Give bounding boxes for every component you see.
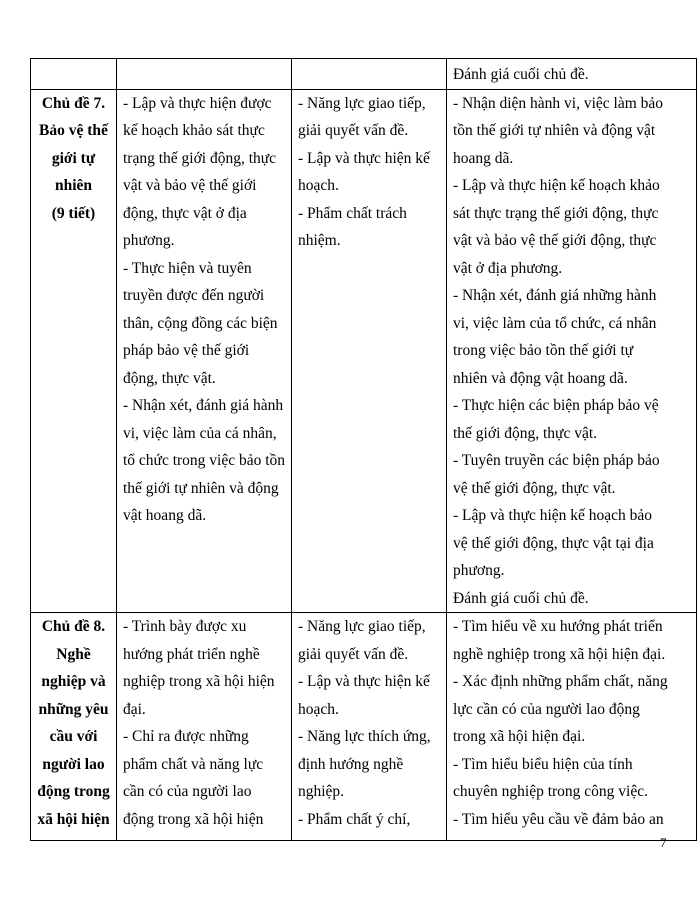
table-row-topic-8 bbox=[31, 613, 697, 841]
text-line: truyền được đến người bbox=[123, 287, 265, 304]
text-line: giới tự bbox=[51, 149, 96, 167]
text-line: trạng thế giới động, thực bbox=[123, 149, 277, 167]
cell-topic-empty bbox=[31, 59, 117, 90]
text-line: thế giới động, thực vật. bbox=[453, 424, 598, 442]
cell-topic-8-requirements bbox=[117, 613, 292, 841]
text-line: lực cần có của người lao động bbox=[453, 700, 640, 718]
text-line: hoạch. bbox=[298, 700, 339, 718]
text-line: - Thực hiện các biện pháp bảo vệ bbox=[453, 397, 659, 414]
text-line: nghiệp và bbox=[41, 673, 106, 690]
text-line: - Tuyên truyền các biện pháp bảo bbox=[453, 452, 660, 469]
text-line: những yêu bbox=[38, 700, 109, 718]
text-line: hoang dã. bbox=[453, 149, 514, 167]
text-line: đại. bbox=[123, 700, 146, 718]
text-line: vật và bảo vệ thế giới động, thực bbox=[453, 232, 657, 249]
text-line: định hướng nghề bbox=[298, 755, 404, 773]
cell-requirements-empty bbox=[117, 59, 292, 90]
cell-topic-8-activities bbox=[447, 613, 697, 841]
text-line: giải quyết vấn đề. bbox=[298, 645, 409, 663]
text-line: Đánh giá cuối chủ đề. bbox=[453, 66, 589, 83]
cell-topic-7-competencies bbox=[292, 89, 447, 613]
text-line: động, thực vật. bbox=[123, 369, 216, 387]
text-line: - Phẩm chất ý chí, bbox=[298, 810, 411, 828]
text-line: - Tìm hiểu về xu hướng phát triển bbox=[453, 618, 663, 635]
text-line: - Chỉ ra được những bbox=[123, 728, 249, 745]
text-line: trong xã hội hiện đại. bbox=[453, 728, 586, 745]
text-line: xã hội hiện bbox=[37, 810, 110, 828]
text-line: - Phẩm chất trách bbox=[298, 204, 407, 222]
text-line: trong việc bảo tồn thế giới tự bbox=[453, 342, 634, 359]
text-line: phẩm chất và năng lực bbox=[123, 755, 264, 773]
text-line: động, thực vật ở địa bbox=[123, 204, 247, 222]
text-line: tổ chức trong việc bảo tồn bbox=[123, 452, 286, 469]
text-line: nhiệm. bbox=[298, 232, 341, 249]
text-line: - Nhận xét, đánh giá những hành bbox=[453, 287, 657, 304]
text-line: tồn thế giới tự nhiên và động vật bbox=[453, 122, 656, 139]
text-line: - Năng lực giao tiếp, bbox=[298, 94, 426, 112]
text-line: hoạch. bbox=[298, 177, 339, 194]
text-line: thế giới tự nhiên và động bbox=[123, 479, 279, 497]
text-line: (9 tiết) bbox=[51, 204, 96, 222]
text-line: - Nhận xét, đánh giá hành bbox=[123, 397, 284, 414]
text-line: - Lập và thực hiện kế hoạch bảo bbox=[453, 507, 653, 524]
text-line: Nghề bbox=[56, 645, 91, 663]
text-line: - Xác định những phẩm chất, năng bbox=[453, 673, 668, 690]
text-line: Bảo vệ thế bbox=[39, 122, 108, 139]
text-line: kế hoạch khảo sát thực bbox=[123, 122, 265, 139]
text-line: động trong xã hội hiện bbox=[123, 810, 264, 828]
text-line: - Lập và thực hiện kế bbox=[298, 149, 430, 167]
cell-activities-end bbox=[447, 59, 697, 90]
cell-topic-7-activities bbox=[447, 89, 697, 613]
text-line: động trong bbox=[37, 783, 110, 800]
text-line: - Lập và thực hiện được bbox=[123, 94, 272, 112]
content-table bbox=[30, 58, 697, 841]
text-line: - Tìm hiểu yêu cầu về đảm bảo an bbox=[453, 810, 664, 828]
page-number: 7 bbox=[660, 835, 667, 850]
text-line: nhiên bbox=[54, 177, 93, 194]
text-line: vi, việc làm của tổ chức, cá nhân bbox=[453, 314, 657, 332]
table-row-topic-7 bbox=[31, 89, 697, 613]
text-line: chuyên nghiệp trong công việc. bbox=[453, 783, 648, 800]
text-line: nghiệp trong xã hội hiện bbox=[123, 673, 275, 690]
text-line: nghiệp. bbox=[298, 783, 345, 800]
text-line: vật hoang dã. bbox=[123, 507, 207, 524]
text-line: cần có của người lao bbox=[123, 783, 252, 800]
text-line: - Thực hiện và tuyên bbox=[123, 259, 252, 277]
text-line: vật ở địa phương. bbox=[453, 259, 563, 277]
text-line: - Năng lực giao tiếp, bbox=[298, 618, 426, 635]
text-line: - Trình bày được xu bbox=[123, 618, 247, 635]
text-line: - Lập và thực hiện kế hoạch khảo bbox=[453, 177, 660, 194]
text-line: - Tìm hiểu biểu hiện của tính bbox=[453, 755, 633, 773]
text-line: hướng phát triển nghề bbox=[123, 645, 260, 663]
cell-topic-8-title bbox=[31, 613, 117, 841]
cell-topic-7-title bbox=[31, 89, 117, 613]
text-line: thân, cộng đồng các biện bbox=[123, 314, 278, 332]
text-line: - Lập và thực hiện kế bbox=[298, 673, 430, 690]
text-line: nghề nghiệp trong xã hội hiện đại. bbox=[453, 645, 666, 663]
text-line: Đánh giá cuối chủ đề. bbox=[453, 589, 589, 607]
text-line: vi, việc làm của cá nhân, bbox=[123, 424, 277, 442]
cell-competencies-empty bbox=[292, 59, 447, 90]
text-line: phương. bbox=[123, 232, 175, 249]
cell-topic-7-requirements bbox=[117, 89, 292, 613]
text-line: pháp bảo vệ thế giới bbox=[123, 342, 250, 359]
text-line: vật và bảo vệ thế giới bbox=[123, 177, 257, 194]
cell-topic-8-competencies bbox=[292, 613, 447, 841]
text-line: vệ thế giới động, thực vật tại địa bbox=[453, 534, 654, 552]
text-line: vệ thế giới động, thực vật. bbox=[453, 479, 616, 497]
text-line: Chủ đề 8. bbox=[41, 618, 106, 635]
text-line: người lao bbox=[42, 755, 105, 773]
text-line: - Năng lực thích ứng, bbox=[298, 728, 431, 745]
text-line: cầu với bbox=[49, 728, 98, 745]
text-line: phương. bbox=[453, 562, 505, 579]
text-line: giải quyết vấn đề. bbox=[298, 122, 409, 139]
table-row-continuation bbox=[31, 59, 697, 90]
text-line: - Nhận diện hành vi, việc làm bảo bbox=[453, 94, 664, 112]
text-line: nhiên và động vật hoang dã. bbox=[453, 369, 628, 387]
text-line: Chủ đề 7. bbox=[41, 94, 106, 112]
text-line: sát thực trạng thế giới động, thực bbox=[453, 204, 659, 222]
